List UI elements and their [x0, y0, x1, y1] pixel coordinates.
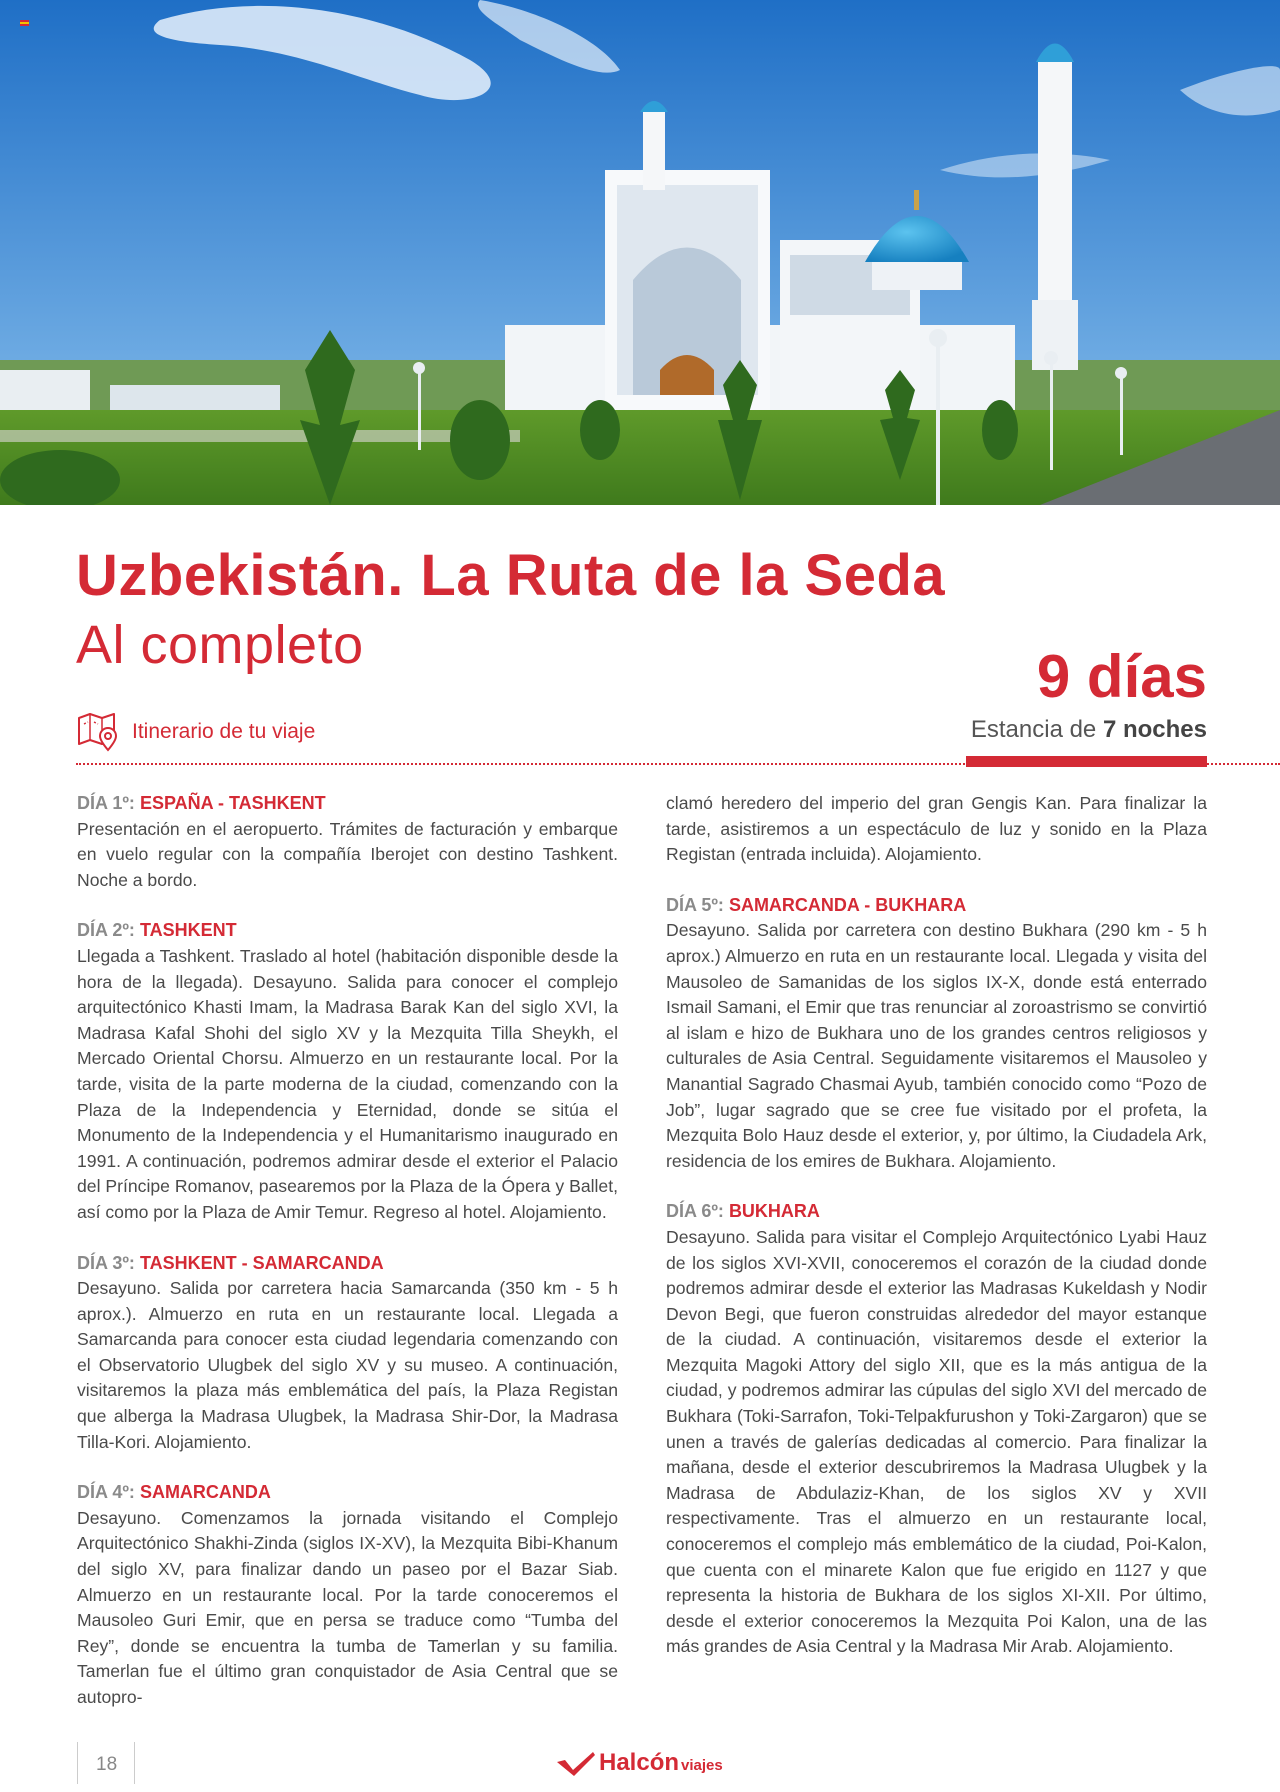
day-number: DÍA 5º:	[666, 894, 724, 915]
trip-duration: 9 días	[1036, 643, 1207, 710]
stay-underline	[966, 756, 1207, 767]
day-number: DÍA 6º:	[666, 1201, 724, 1222]
itinerary-label: Itinerario de tu viaje	[132, 720, 316, 743]
stay-nights: 7 noches	[1102, 716, 1207, 743]
day-heading	[77, 791, 618, 817]
page-subtitle: Al completo	[76, 615, 364, 675]
day-place: SAMARCANDA	[139, 1482, 271, 1503]
hero-photo	[0, 0, 1280, 505]
day-entry	[77, 791, 618, 893]
day-continuation	[666, 791, 1207, 868]
day-description: Desayuno. Comenzamos la jornada visitando el Complejo Arquitectónico Shakhi-Zinda (siglos IX-XV), la Mezquita Bibi-Khanum del siglo XV, para finalizar dando un paseo por el Bazar Siab. Almuerzo en un restaurante local. Por la tarde conoceremos el Mausoleo Guri Emir, que en persa se traduce como “Tumba del Rey”, donde se encuentra la tumba de Tamerlan y su familia. Tamerlan fue el último gran conquistador de Asia Central que se autopro-	[77, 1507, 618, 1707]
day-place: BUKHARA	[728, 1201, 820, 1222]
day-description: Presentación en el aeropuerto. Trámites de facturación y embarque en vuelo regular con la compañía Iberojet con destino Tashkent. Noche a bordo.	[77, 818, 618, 890]
day-number: DÍA 1º:	[77, 793, 135, 813]
day-heading	[666, 893, 1207, 919]
day-number: DÍA 3º:	[77, 1252, 135, 1273]
day-heading	[77, 918, 618, 944]
day-entry	[77, 1251, 618, 1456]
page-title: Uzbekistán. La Ruta de la Seda	[76, 543, 946, 608]
flag-icon	[20, 20, 29, 26]
footer-divider	[77, 1742, 78, 1784]
day-entry	[666, 1199, 1207, 1660]
day-place: SAMARCANDA - BUKHARA	[728, 894, 967, 915]
day-number: DÍA 4º:	[77, 1482, 135, 1503]
day-number: DÍA 2º:	[77, 920, 135, 941]
day-place: TASHKENT	[139, 920, 237, 941]
map-pin-icon	[76, 710, 120, 754]
day-entry	[77, 1480, 618, 1710]
brand-name: Halcón	[599, 1749, 680, 1776]
stay-info	[971, 716, 1207, 744]
halcon-bird-icon	[555, 1750, 597, 1776]
page-number: 18	[96, 1754, 118, 1775]
day-heading	[666, 1199, 1207, 1225]
itinerary-right-column	[666, 791, 1207, 1685]
day-heading	[77, 1480, 618, 1506]
day-place: ESPAÑA - TASHKENT	[139, 793, 326, 813]
footer-divider	[134, 1742, 135, 1784]
stay-prefix: Estancia de	[970, 716, 1097, 743]
day-description: clamó heredero del imperio del gran Gengis Kan. Para finalizar la tarde, asistiremos a un espectáculo de luz y sonido en la Plaza Registan (entrada incluida). Alojamiento.	[666, 793, 1207, 865]
brand-logo	[555, 1750, 723, 1776]
day-description: Desayuno. Salida por carretera con destino Bukhara (290 km - 5 h aprox.) Almuerzo en ruta en un restaurante local. Llegada y visita del Mausoleo de Samanidas de los siglos IX-X, donde está enterrado Ismail Samani, el Emir que tras renunciar al zoroastrismo se convirtió al islam e hizo de Bukhara uno de los grandes centros religiosos y culturales de Asia Central. Seguidamente visitaremos el Mausoleo y Manantial Sagrado Chasmai Ayub, también conocido como “Pozo de Job”, lugar sagrado que se cree fue visitado por el profeta, la Mezquita Bolo Hauz desde el exterior, y, por último, la Ciudadela Ark, residencia de los emires de Bukhara. Alojamiento.	[666, 920, 1207, 1171]
day-place: TASHKENT - SAMARCANDA	[139, 1252, 384, 1273]
brand-sub: viajes	[681, 1757, 723, 1774]
dotted-divider	[76, 763, 1280, 765]
day-description: Desayuno. Salida por carretera hacia Samarcanda (350 km - 5 h aprox.). Almuerzo en ruta en un restaurante local. Llegada a Samarcanda para conocer esta ciudad legendaria comenzando con el Observatorio Ulugbek del siglo XV y su museo. A continuación, visitaremos la plaza más emblemática del país, la Plaza Registan que alberga la Madrasa Ulugbek, la Madrasa Shir-Dor, la Madrasa Tilla-Kori. Alojamiento.	[77, 1278, 618, 1452]
day-description: Llegada a Tashkent. Traslado al hotel (habitación disponible desde la hora de la llegada). Desayuno. Salida para conocer el complejo arquitectónico Khasti Imam, la Madrasa Barak Kan del siglo XVI, la Madrasa Kafal Shohi del siglo XV y la Mezquita Tilla Sheykh, el Mercado Oriental Chorsu. Almuerzo en un restaurante local. Por la tarde, visita de la parte moderna de la ciudad, comenzando con la Plaza de la Independencia y Eternidad, donde se sitúa el Monumento de la Independencia y el Humanitarismo inaugurado en 1991. A continuación, podremos admirar desde el exterior el Palacio del Príncipe Romanov, pasearemos por la Plaza de la Ópera y Ballet, así como por la Plaza de Amir Temur. Regreso al hotel. Alojamiento.	[77, 945, 618, 1222]
itinerary-heading	[76, 710, 315, 754]
mosque-illustration	[0, 0, 1280, 505]
day-entry	[666, 893, 1207, 1175]
day-entry	[77, 918, 618, 1225]
day-heading	[77, 1251, 618, 1277]
day-description: Desayuno. Salida para visitar el Complejo Arquitectónico Lyabi Hauz de los siglos XVI-XVII, conoceremos el corazón de la ciudad donde podremos admirar desde el exterior las Madrasas Kukeldash y Nodir Devon Begi, que fueron construidas alrededor del mayor estanque de la ciudad. A continuación, visitaremos desde el exterior la Mezquita Magoki Attory del siglo XII, que es la más antigua de la ciudad, y podremos admirar las cúpulas del siglo XVI del mercado de Bukhara (Toki-Sarrafon, Toki-Telpakfurushon y Toki-Zargaron) que se unen a través de galerías dedicadas al comercio. Para finalizar la mañana, desde el exterior descubriremos la Madrasa Ulugbek y la Madrasa de Abdulaziz-Khan, de los siglos XV y XVII respectivamente. Tras el almuerzo en un restaurante local, conoceremos el complejo más emblemático de la ciudad, Poi-Kalon, que cuenta con el minarete Kalon que fue erigido en 1127 y que representa la historia de Bukhara de los siglos XI-XII. Por último, desde el exterior conoceremos la Mezquita Poi Kalon, una de las más grandes de Asia Central y la Madrasa Mir Arab. Alojamiento.	[666, 1226, 1207, 1657]
itinerary-left-column	[77, 791, 618, 1736]
